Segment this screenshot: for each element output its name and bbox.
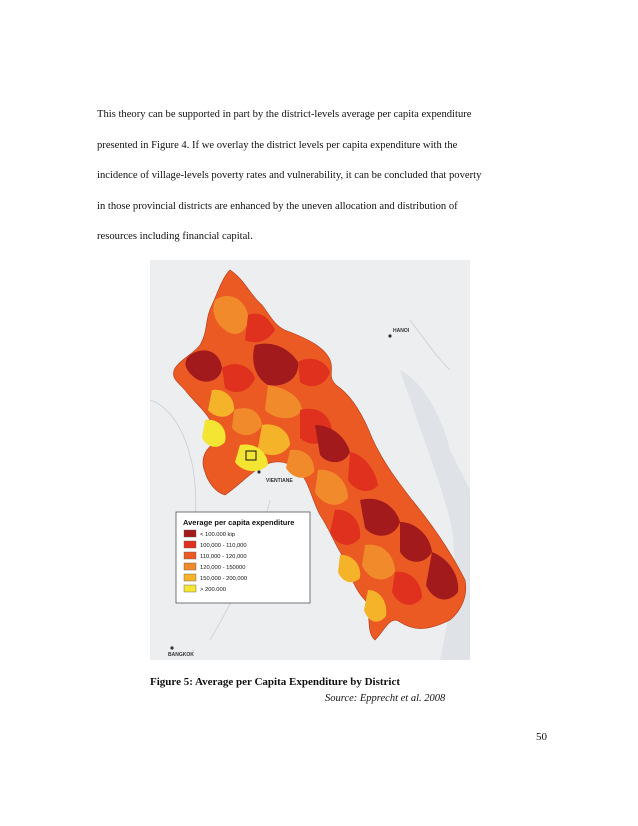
bangkok-point-icon [170,646,173,649]
figure-caption: Figure 5: Average per Capita Expenditure by District [150,676,401,688]
paragraph-line-2: presented in Figure 4. If we overlay the district levels per capita expenditure with the [97,139,458,151]
legend-label: 150,000 - 200,000 [200,576,248,582]
vientiane-label: VIENTIANE [266,478,293,484]
legend-swatch [184,585,196,592]
legend-label: 100,000 - 110,000 [200,543,247,549]
laos-map [150,260,470,660]
paragraph-line-3: incidence of village-levels poverty rates and vulnerability, it can be concluded that poverty [97,170,482,182]
paragraph-line-4: in those provincial districts are enhanced by the uneven allocation and distribution of [97,200,458,212]
legend-label: < 100.000 kip [200,532,235,538]
hanoi-label: HANOI [393,328,410,334]
map-legend [176,512,310,603]
legend-swatch [184,574,196,581]
legend-label: 110,000 - 120,000 [200,554,247,560]
figure-source: Source: Epprecht et al. 2008 [325,693,446,704]
legend-swatch [184,541,196,548]
paragraph-line-1: This theory can be supported in part by the district-levels average per capita expenditure [97,109,472,120]
body-paragraph [97,100,567,253]
legend-swatch [184,530,196,537]
page-number: 50 [536,731,547,743]
bangkok-label: BANGKOK [168,652,194,658]
legend-label: 120,000 - 150000 [200,565,246,571]
vientiane-point-icon [257,470,260,473]
legend-title: Average per capita expenditure [183,518,295,527]
legend-swatch [184,552,196,559]
paragraph-line-5: resources including financial capital. [97,231,253,243]
legend-swatch [184,563,196,570]
expenditure-map-figure [150,260,470,660]
hanoi-point-icon [388,334,391,337]
legend-label: > 200.000 [200,587,226,593]
